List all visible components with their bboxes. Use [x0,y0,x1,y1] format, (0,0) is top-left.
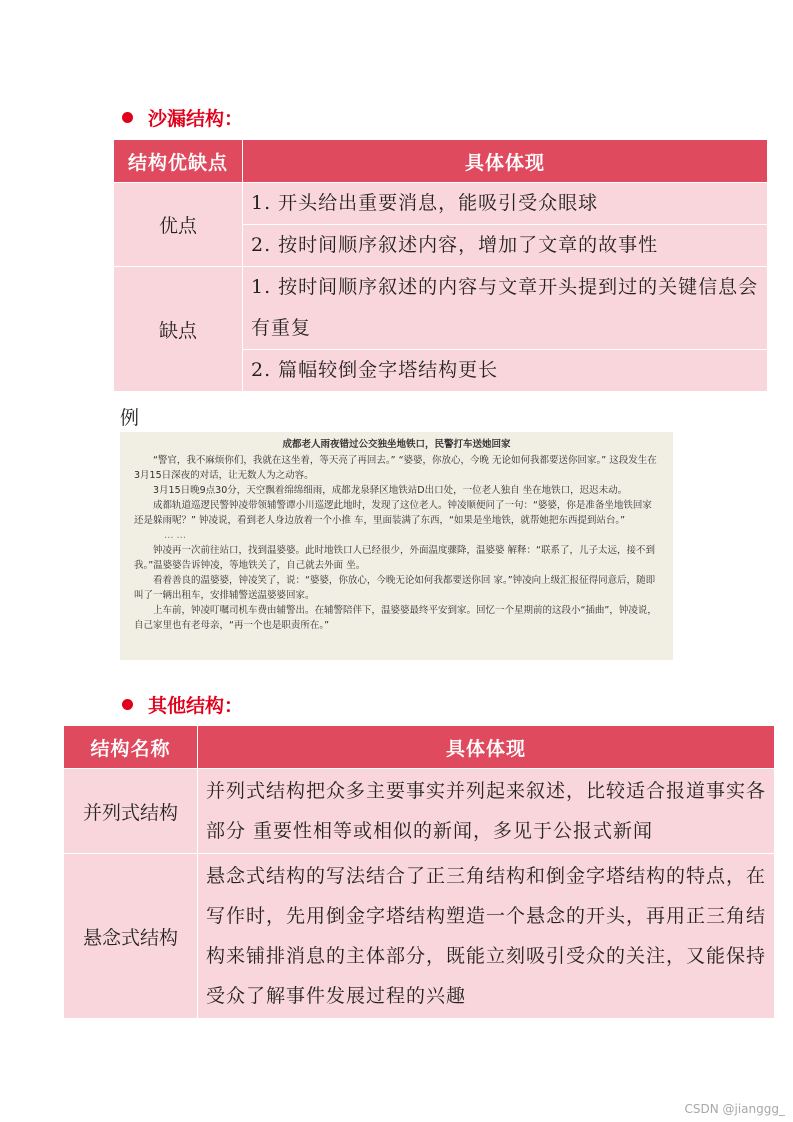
table-cell: 悬念式结构的写法结合了正三角结构和倒金字塔结构的特点，在写作时，先用倒金字塔结构塑造一个悬念的开头，再用正三角结构来铺排消息的主体部分，既能立刻吸引受众的关注，又能保持受众了解事件发展过程的兴趣 [198,854,775,1019]
table-cell: 2. 篇幅较倒金字塔结构更长 [243,350,768,392]
news-paragraph: 钟凌再一次前往站口，找到温婆婆。此时地铁口人已经很少，外面温度骤降，温婆婆 解释：“联系了，儿子太远，接不到我。”温婆婆告诉钟凌，等地铁关了，自己就去外面 坐。 [134,545,655,571]
news-article-image [120,432,673,660]
news-paragraph: 上车前，钟凌叮嘱司机车费由辅警出。在辅警陪伴下，温婆婆最终平安到家。回忆一个星期前的这段小“插曲”，钟凌说，自己家里也有老母亲，“再一个也是职责所在。” [134,605,657,631]
table-row [64,854,775,1019]
column-header: 具体体现 [243,140,768,183]
table-cell: 2. 按时间顺序叙述内容，增加了文章的故事性 [243,225,768,267]
news-paragraph: 3月15日晚9点30分，天空飘着绵绵细雨，成都龙泉驿区地铁站D出口处，一位老人独自 坐在地铁口，迟迟未动。 [153,485,628,496]
table-header-row [64,726,775,769]
table-row [114,183,768,225]
hourglass-structure-table [113,139,768,392]
section-other-title [122,691,243,718]
example-label: 例 [120,407,140,429]
bullet-dot-icon [122,699,133,710]
section-title-text: 沙漏结构： [148,108,244,130]
section-hourglass-title [122,104,243,131]
news-headline: 成都老人雨夜错过公交独坐地铁口，民警打车送她回家 [282,439,511,450]
section-title-text: 其他结构： [148,695,244,717]
table-cell: 1. 开头给出重要消息，能吸引受众眼球 [243,183,768,225]
news-paragraph: 成都轨道巡逻民警钟凌带领辅警谭小川巡逻此地时，发现了这位老人。钟凌顺便问了一句：“婆婆，你是准备坐地铁回家还是躲雨呢？” 钟凌说，看到老人身边放着一个小推 车，里面装满了东西，“如果是坐地铁，就帮她把东西提到站台。” [134,500,652,526]
news-paragraph: 看着善良的温婆婆，钟凌笑了，说：“婆婆，你放心，今晚无论如何我都要送你回 家。”钟凌向上级汇报征得同意后，随即叫了一辆出租车，安排辅警送温婆婆回家。 [134,575,656,601]
table-row [114,267,768,350]
column-header: 具体体现 [198,726,775,769]
news-paragraph: “警官，我不麻烦你们，我就在这坐着，等天亮了再回去。” “婆婆，你放心，今晚 无论如何我都要送你回家。” 这段发生在3月15日深夜的对话，让无数人为之动容。 [134,455,657,481]
news-ellipsis: … … [164,530,187,541]
table-header-row [114,140,768,183]
table-cell: 1. 按时间顺序叙述的内容与文章开头提到过的关键信息会有重复 [243,267,768,350]
other-structures-table [63,725,775,1019]
table-row [64,769,775,854]
row-label: 并列式结构 [64,769,198,854]
row-label-cons: 缺点 [114,267,243,392]
table-cell: 并列式结构把众多主要事实并列起来叙述，比较适合报道事实各部分 重要性相等或相似的新闻，多见于公报式新闻 [198,769,775,854]
watermark: CSDN @jianggg_ [684,1102,785,1116]
row-label: 悬念式结构 [64,854,198,1019]
column-header: 结构名称 [64,726,198,769]
row-label-pros: 优点 [114,183,243,267]
column-header: 结构优缺点 [114,140,243,183]
bullet-dot-icon [122,112,133,123]
